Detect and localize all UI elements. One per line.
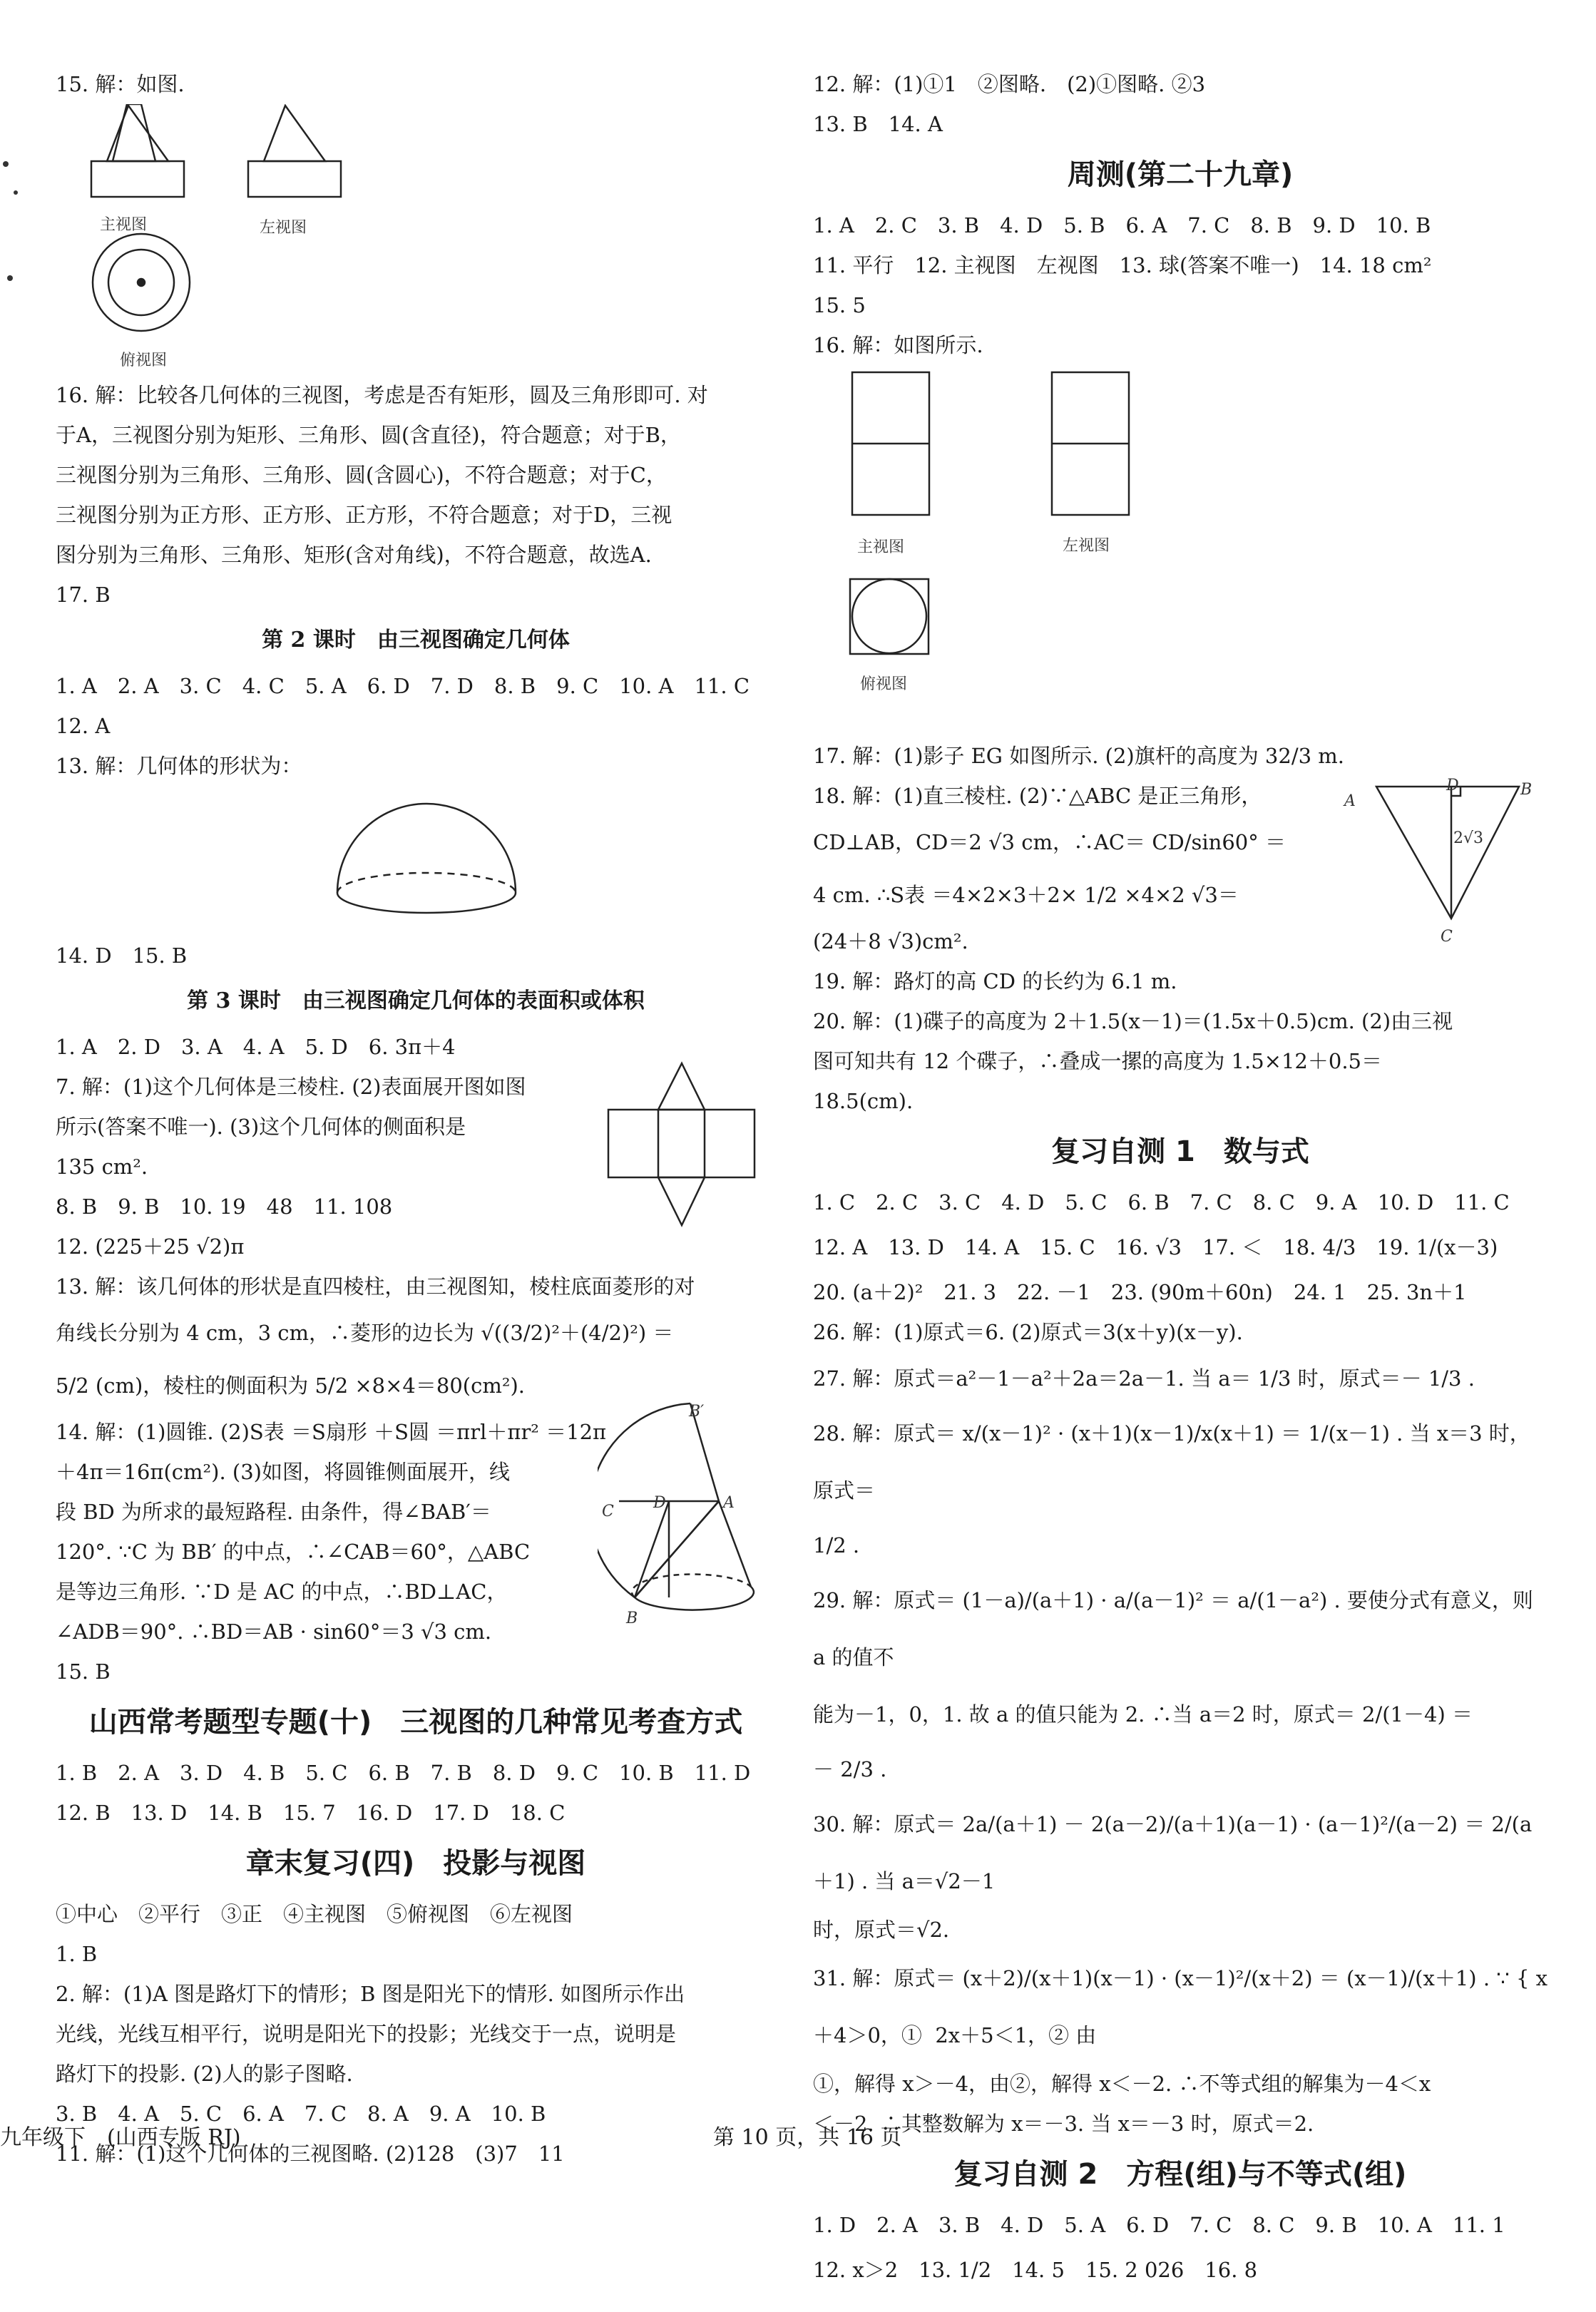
- chapter-review-q2-line-1: 2. 解：(1)A 图是路灯下的情形；B 图是阳光下的情形. 如图所示作出: [56, 1982, 685, 2006]
- lesson3-q7-line-2: 所示(答案不唯一). (3)这个几何体的侧面积是: [56, 1115, 466, 1139]
- left-column: [56, 64, 776, 2174]
- chapter-review-q2-line-3: 路灯下的投影. (2)人的影子图略.: [56, 2062, 353, 2086]
- lesson3-q7-block: [56, 1067, 776, 1187]
- lesson3-q13-line-3: 5/2 (cm)，棱柱的侧面积为 5/2 ×8×4＝80(cm²).: [56, 1374, 525, 1398]
- triangle-label-cd-length: 2√3: [1453, 829, 1484, 847]
- q16-line-4: 三视图分别为正方形、正方形、正方形，不符合题意；对于D，三视: [56, 503, 672, 527]
- self-test-1-q27: 27. 解：原式＝a²－1－a²＋2a＝2a－1. 当 a＝ 1/3 时，原式＝－ 1/3 .: [813, 1366, 1475, 1391]
- weekly-q18-line-4: (24＋8 √3)cm².: [813, 929, 968, 953]
- hemisphere-drawing: [56, 786, 769, 936]
- lesson3-q14-line-4: 120°. ∵C 为 BB′ 的中点，∴∠CAB＝60°，△ABC: [56, 1540, 531, 1564]
- lesson3-q14-line-6: ∠ADB＝90°. ∴BD＝AB · sin60°＝3 √3 cm.: [56, 1620, 492, 1644]
- cone-label-b-prime: B′: [689, 1403, 705, 1421]
- triangle-label-a: A: [1344, 792, 1356, 810]
- lesson3-q7-line-1: 7. 解：(1)这个几何体是三棱柱. (2)表面展开图如图: [56, 1075, 526, 1099]
- q15-text: 15. 解：如图.: [56, 72, 185, 96]
- chapter-review-title: 章末复习(四) 投影与视图: [245, 1847, 586, 1880]
- weekly-q20-line-1: 20. 解：(1)碟子的高度为 2＋1.5(x－1)＝(1.5x＋0.5)cm. (2)由三视: [813, 1009, 1453, 1033]
- lesson2-answers-3: 14. D 15. B: [56, 943, 188, 968]
- self-test-2-title: 复习自测 2 方程(组)与不等式(组): [953, 2158, 1407, 2191]
- weekly-q20-line-3: 18.5(cm).: [813, 1089, 914, 1113]
- lesson3-answers-2: 8. B 9. B 10. 19 48 11. 108: [56, 1195, 393, 1219]
- weekly-front-view-label: 主视图: [857, 538, 905, 556]
- triangle-label-b: B: [1520, 781, 1533, 799]
- self-test-1-q26: 26. 解：(1)原式＝6. (2)原式＝3(x＋y)(x－y).: [813, 1320, 1243, 1344]
- lesson3-q14-line-1: 14. 解：(1)圆锥. (2)S表 ＝S扇形 ＋S圆 ＝πrl＋πr² ＝12π: [56, 1420, 607, 1444]
- weekly-q17: 17. 解：(1)影子 EG 如图所示. (2)旗杆的高度为 32/3 m.: [813, 744, 1344, 768]
- footer-book-info: 九年级下 (山西专版 RJ): [0, 2125, 241, 2150]
- right-column: [813, 64, 1548, 2295]
- weekly-q18-line-2: CD⊥AB，CD＝2 √3 cm，∴AC＝ CD/sin60° ＝: [813, 830, 1286, 854]
- lesson3-q14-block: [56, 1403, 776, 1652]
- lesson2-answers-2: 12. A: [56, 714, 111, 738]
- weekly-test-title: 周测(第二十九章): [1067, 158, 1294, 191]
- front-view-label: 主视图: [100, 216, 148, 234]
- topic-title: 山西常考题型专题(十) 三视图的几种常见考查方式: [88, 1706, 743, 1739]
- self-test-1-q29-line-2: 能为－1，0，1. 故 a 的值只能为 2. ∴当 a＝2 时，原式＝ 2/(1－4) ＝: [813, 1702, 1473, 1727]
- right-top-line-1: 12. 解：(1)①1 ②图略. (2)①图略. ②3: [813, 72, 1206, 96]
- margin-scan-mark: [0, 143, 21, 285]
- footer-page-number: 第 10 页，共 16 页: [713, 2125, 902, 2150]
- cone-label-a: A: [723, 1494, 735, 1512]
- q17-answer: 17. B: [56, 583, 111, 607]
- chapter-review-q1: 1. B: [56, 1942, 98, 1966]
- weekly-q18-line-3: 4 cm. ∴S表 ＝4×2×3＋2× 1/2 ×4×2 √3＝: [813, 883, 1239, 907]
- self-test-1-q28-line-2: 1/2 .: [813, 1533, 860, 1557]
- lesson2-answers-1: 1. A 2. A 3. C 4. C 5. A 6. D 7. D 8. B 9. C 10. A 11. C: [56, 674, 750, 698]
- lesson3-answers-1: 1. A 2. D 3. A 4. A 5. D 6. 3π＋4: [56, 1035, 456, 1059]
- lesson3-q14-line-2: ＋4π＝16π(cm²). (3)如图，将圆锥侧面展开，线: [56, 1460, 510, 1484]
- self-test-1-answers-2: 12. A 13. D 14. A 15. C 16. √3 17. ＜ 18. 4/3 19. 1/(x－3): [813, 1235, 1498, 1259]
- lesson3-q15: 15. B: [56, 1659, 111, 1684]
- weekly-q18-line-1: 18. 解：(1)直三棱柱. (2)∵△ABC 是正三角形，: [813, 784, 1262, 808]
- self-test-2-answers-1: 1. D 2. A 3. B 4. D 5. A 6. D 7. C 8. C 9. B 10. A 11. 1: [813, 2213, 1505, 2237]
- self-test-1-q31-line-3: ＜－2. ∴其整数解为 x＝－3. 当 x＝－3 时，原式＝2.: [813, 2112, 1314, 2136]
- triangle-label-c: C: [1441, 928, 1453, 946]
- top-view-label: 俯视图: [120, 352, 168, 369]
- self-test-1-q30-line-2: 时，原式＝√2.: [813, 1918, 950, 1942]
- self-test-2-answers-2: 12. x＞2 13. 1/2 14. 5 15. 2 026 16. 8: [813, 2258, 1258, 2282]
- weekly-side-view-label: 左视图: [1063, 537, 1110, 555]
- lesson3-q13-line-1: 13. 解：该几何体的形状是直四棱柱，由三视图知，棱柱底面菱形的对: [56, 1274, 695, 1299]
- self-test-1-q29-line-3: － 2/3 .: [813, 1757, 887, 1781]
- q16-line-1: 16. 解：比较各几何体的三视图，考虑是否有矩形，圆及三角形即可. 对: [56, 383, 708, 407]
- lesson2-title: 第 2 课时 由三视图确定几何体: [262, 628, 570, 653]
- cone-net-drawing: [598, 1398, 769, 1633]
- q15-figure: [56, 104, 776, 375]
- cone-label-b: B: [626, 1610, 638, 1627]
- weekly-answers-3: 15. 5: [813, 293, 866, 317]
- lesson3-q14-line-5: 是等边三角形. ∵D 是 AC 的中点，∴BD⊥AC，: [56, 1580, 508, 1604]
- lesson3-q14-line-3: 段 BD 为所求的最短路程. 由条件，得∠BAB′＝: [56, 1500, 491, 1524]
- weekly-q20-line-2: 图可知共有 12 个碟子，∴叠成一摞的高度为 1.5×12＋0.5＝: [813, 1049, 1382, 1073]
- topic-answers-1: 1. B 2. A 3. D 4. B 5. C 6. B 7. B 8. D 9. C 10. B 11. D: [56, 1761, 751, 1785]
- lesson3-q7-line-3: 135 cm².: [56, 1155, 148, 1179]
- self-test-1-q29-line-1: 29. 解：原式＝ (1－a)/(a＋1) · a/(a－1)² ＝ a/(1－a²) . 要使分式有意义，则 a 的值不: [813, 1588, 1540, 1669]
- hemisphere-figure: [56, 786, 776, 936]
- weekly-answers-2: 11. 平行 12. 主视图 左视图 13. 球(答案不唯一) 14. 18 cm²: [813, 253, 1432, 277]
- chapter-review-answers: 3. B 4. A 5. C 6. A 7. C 8. A 9. A 10. B: [56, 2102, 546, 2126]
- side-view-label: 左视图: [260, 219, 307, 237]
- right-top-line-2: 13. B 14. A: [813, 112, 943, 136]
- self-test-1-answers-1: 1. C 2. C 3. C 4. D 5. C 6. B 7. C 8. C 9. A 10. D 11. C: [813, 1190, 1510, 1214]
- chapter-review-q11: 11. 解：(1)这个几何体的三视图略. (2)128 (3)7 11: [56, 2142, 565, 2166]
- q16-line-2: 于A，三视图分别为矩形、三角形、圆(含直径)，符合题意；对于B，: [56, 423, 681, 447]
- self-test-1-q30-line-1: 30. 解：原式＝ 2a/(a＋1) － 2(a－2)/(a＋1)(a－1) · (a－1)²/(a－2) ＝ 2/(a＋1) . 当 a＝√2－1: [813, 1812, 1533, 1893]
- weekly-q19: 19. 解：路灯的高 CD 的长约为 6.1 m.: [813, 969, 1177, 993]
- self-test-1-q31-line-2: ①，解得 x＞－4，由②，解得 x＜－2. ∴不等式组的解集为－4＜x: [813, 2072, 1431, 2096]
- self-test-1-q28-line-1: 28. 解：原式＝ x/(x－1)² · (x＋1)(x－1)/x(x＋1) ＝ 1/(x－1) . 当 x＝3 时，原式＝: [813, 1421, 1530, 1503]
- weekly-top-view-label: 俯视图: [860, 675, 908, 693]
- prism-net-drawing: [605, 1060, 762, 1231]
- weekly-q18-block: [813, 776, 1548, 961]
- cone-label-c: C: [602, 1503, 614, 1520]
- weekly-q16-figure: [813, 365, 1548, 736]
- weekly-answers-1: 1. A 2. C 3. B 4. D 5. B 6. A 7. C 8. B 9. D 10. B: [813, 213, 1431, 237]
- q16-line-5: 图分别为三角形、三角形、矩形(含对角线)，不符合题意，故选A.: [56, 543, 652, 567]
- q16-line-3: 三视图分别为三角形、三角形、圆(含圆心)，不符合题意；对于C，: [56, 463, 667, 487]
- self-test-1-title: 复习自测 1 数与式: [1051, 1135, 1309, 1168]
- topic-answers-2: 12. B 13. D 14. B 15. 7 16. D 17. D 18. C: [56, 1801, 566, 1825]
- triangle-label-d: D: [1446, 777, 1459, 794]
- lesson2-q13: 13. 解：几何体的形状为：: [56, 754, 302, 778]
- self-test-1-answers-3: 20. (a＋2)² 21. 3 22. －1 23. (90m＋60n) 24. 1 25. 3n＋1: [813, 1280, 1467, 1304]
- self-test-1-q31-line-1: 31. 解：原式＝ (x＋2)/(x＋1)(x－1) · (x－1)²/(x＋2) ＝ (x－1)/(x＋1) . ∵ { x＋4＞0，① 2x＋5＜1，② 由: [813, 1966, 1548, 2047]
- chapter-review-q2-line-2: 光线，光线互相平行，说明是阳光下的投影；光线交于一点，说明是: [56, 2022, 677, 2046]
- chapter-review-blanks: ①中心 ②平行 ③正 ④主视图 ⑤俯视图 ⑥左视图: [56, 1902, 573, 1926]
- cone-label-d: D: [653, 1494, 666, 1512]
- lesson3-q13-line-2: 角线长分别为 4 cm，3 cm，∴菱形的边长为 √((3/2)²＋(4/2)²) ＝: [56, 1321, 674, 1345]
- lesson3-title: 第 3 课时 由三视图确定几何体的表面积或体积: [187, 988, 645, 1013]
- lesson3-q12: 12. (225＋25 √2)π: [56, 1234, 245, 1259]
- weekly-q16: 16. 解：如图所示.: [813, 333, 983, 357]
